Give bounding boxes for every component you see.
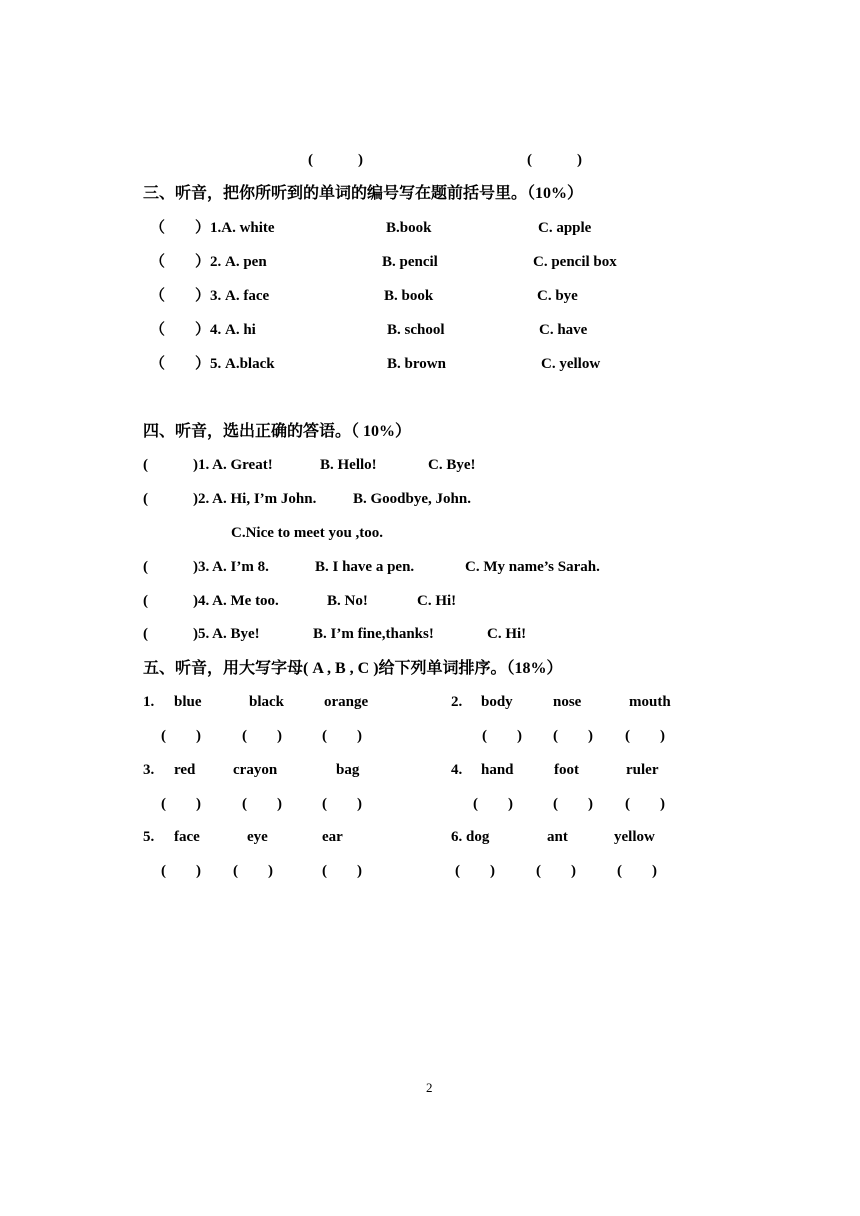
group-number: 2. [451, 694, 463, 710]
word: eye [247, 829, 268, 845]
answer-bracket[interactable]: ( ) [553, 796, 593, 812]
word: ant [547, 829, 568, 845]
question-item: （ ）1.A. white [150, 220, 275, 236]
answer-bracket[interactable]: ( ) [322, 796, 362, 812]
word: body [481, 694, 513, 710]
option-c: C. Bye! [428, 457, 476, 473]
answer-bracket-open[interactable]: ( [143, 559, 148, 575]
answer-bracket[interactable]: ( ) [625, 728, 665, 744]
option-c: C. Hi! [417, 593, 457, 609]
option-b: B. school [387, 322, 445, 338]
question-item: )3. A. I’m 8. [193, 559, 269, 575]
answer-bracket[interactable]: ( ) [527, 152, 582, 168]
word: ear [322, 829, 343, 845]
question-item: （ ）5. A.black [150, 356, 275, 372]
option-c: C. bye [537, 288, 578, 304]
option-b: B. I have a pen. [315, 559, 415, 575]
answer-bracket[interactable]: ( ) [536, 863, 576, 879]
answer-bracket[interactable]: ( ) [233, 863, 273, 879]
section-3-heading: 三、听音，把你所听到的单词的编号写在题前括号里。（10%） [143, 185, 584, 202]
answer-bracket[interactable]: ( ) [308, 152, 363, 168]
word: hand [481, 762, 514, 778]
word: orange [324, 694, 369, 710]
option-c: C. have [539, 322, 588, 338]
option-c: C.Nice to meet you ,too. [231, 525, 384, 541]
answer-bracket[interactable]: ( ) [161, 863, 201, 879]
word: face [174, 829, 200, 845]
answer-bracket[interactable]: ( ) [161, 728, 201, 744]
question-item: )5. A. Bye! [193, 626, 260, 642]
answer-bracket-open[interactable]: ( [143, 593, 148, 609]
answer-bracket-open[interactable]: ( [143, 457, 148, 473]
answer-bracket-open[interactable]: ( [143, 491, 148, 507]
option-b: B. brown [387, 356, 446, 372]
word: bag [336, 762, 360, 778]
option-b: B. I’m fine,thanks! [313, 626, 434, 642]
option-b: B.book [386, 220, 432, 236]
question-item: )1. A. Great! [193, 457, 273, 473]
answer-bracket[interactable]: ( ) [161, 796, 201, 812]
answer-bracket[interactable]: ( ) [322, 863, 362, 879]
word: ruler [626, 762, 659, 778]
question-item: )2. A. Hi, I’m John. [193, 491, 317, 507]
option-b: B. book [384, 288, 434, 304]
option-b: B. No! [327, 593, 368, 609]
answer-bracket[interactable]: ( ) [322, 728, 362, 744]
section-4-heading: 四、听音，选出正确的答语。（ 10%） [143, 423, 412, 440]
question-item: （ ）3. A. face [150, 288, 270, 304]
option-b: B. pencil [382, 254, 438, 270]
section-5-heading: 五、听音，用大写字母( A , B , C )给下列单词排序。（18%） [143, 660, 563, 677]
group-number: 6. dog [451, 829, 490, 845]
option-b: B. Hello! [320, 457, 377, 473]
option-b: B. Goodbye, John. [353, 491, 471, 507]
question-item: （ ）4. A. hi [150, 322, 256, 338]
word: mouth [629, 694, 671, 710]
word: crayon [233, 762, 278, 778]
question-item: )4. A. Me too. [193, 593, 279, 609]
option-c: C. yellow [541, 356, 601, 372]
group-number: 5. [143, 829, 155, 845]
word: black [249, 694, 285, 710]
word: blue [174, 694, 202, 710]
word: yellow [614, 829, 655, 845]
group-number: 3. [143, 762, 155, 778]
group-number: 4. [451, 762, 463, 778]
option-c: C. pencil box [533, 254, 617, 270]
group-number: 1. [143, 694, 155, 710]
option-c: C. Hi! [487, 626, 527, 642]
option-c: C. apple [538, 220, 592, 236]
answer-bracket[interactable]: ( ) [242, 796, 282, 812]
word: foot [554, 762, 579, 778]
answer-bracket[interactable]: ( ) [242, 728, 282, 744]
page-number: 2 [426, 1080, 433, 1095]
answer-bracket[interactable]: ( ) [455, 863, 495, 879]
answer-bracket[interactable]: ( ) [482, 728, 522, 744]
option-c: C. My name’s Sarah. [465, 559, 600, 575]
question-item: （ ）2. A. pen [150, 254, 267, 270]
answer-bracket[interactable]: ( ) [617, 863, 657, 879]
answer-bracket[interactable]: ( ) [473, 796, 513, 812]
word: red [174, 762, 196, 778]
answer-bracket-open[interactable]: ( [143, 626, 148, 642]
answer-bracket[interactable]: ( ) [553, 728, 593, 744]
answer-bracket[interactable]: ( ) [625, 796, 665, 812]
word: nose [553, 694, 582, 710]
